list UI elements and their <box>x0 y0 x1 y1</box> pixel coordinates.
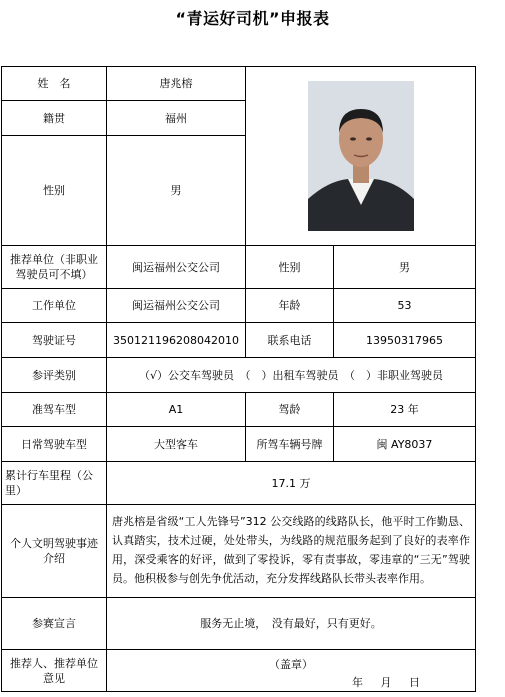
age-label: 年龄 <box>246 289 334 323</box>
origin-label: 籍贯 <box>2 101 107 136</box>
phone-label: 联系电话 <box>246 323 334 358</box>
daily-vehicle-label: 日常驾驶车型 <box>2 427 107 462</box>
photo-cell <box>246 67 476 246</box>
category-label: 参评类别 <box>2 358 107 393</box>
seal-text: （盖章） <box>269 657 313 671</box>
recommender-label: 推荐单位（非职业驾驶员可不填） <box>2 246 107 289</box>
gender2-label: 性别 <box>246 246 334 289</box>
applicant-photo <box>308 81 414 231</box>
name-label: 姓 名 <box>2 67 107 101</box>
gender-value: 男 <box>107 136 246 246</box>
document-title: “青运好司机”申报表 <box>175 9 330 28</box>
daily-vehicle-value: 大型客车 <box>107 427 246 462</box>
plate-label: 所驾车辆号牌 <box>246 427 334 462</box>
mileage-value: 17.1 万 <box>107 462 476 505</box>
declaration-label: 参赛宣言 <box>2 598 107 650</box>
experience-value: 23 年 <box>334 393 476 427</box>
origin-value: 福州 <box>107 101 246 136</box>
vehicle-type-value: A1 <box>107 393 246 427</box>
intro-value: 唐兆榕是省级“工人先锋号”312 公交线路的线路队长，他平时工作勤恳、认真踏实，技术过硬，处处带头，为线路的规范服务起到了良好的表率作用，深受乘客的好评，做到了零投诉，零有责事故，零违章的“三无”驾驶员。他积极参与创先争优活动，充分发挥线路队长带头表率作用。 <box>107 505 476 598</box>
gender2-value: 男 <box>334 246 476 289</box>
age-value: 53 <box>334 289 476 323</box>
application-form-table <box>1 66 476 692</box>
category-value: （√）公交车驾驶员 （ ）出租车驾驶员 （ ）非职业驾驶员 <box>107 358 476 393</box>
recommender-value: 闽运福州公交公司 <box>107 246 246 289</box>
experience-label: 驾龄 <box>246 393 334 427</box>
vehicle-type-label: 准驾车型 <box>2 393 107 427</box>
workunit-value: 闽运福州公交公司 <box>107 289 246 323</box>
workunit-label: 工作单位 <box>2 289 107 323</box>
license-value: 350121196208042010 <box>107 323 246 358</box>
gender-label: 性别 <box>2 136 107 246</box>
intro-label: 个人文明驾驶事迹介绍 <box>2 505 107 598</box>
plate-value: 闽 AY8037 <box>334 427 476 462</box>
opinion-cell <box>107 650 476 692</box>
name-value: 唐兆榕 <box>107 67 246 101</box>
license-label: 驾驶证号 <box>2 323 107 358</box>
declaration-value: 服务无止境， 没有最好，只有更好。 <box>107 598 476 650</box>
date-text: 年 月 日 <box>352 675 420 689</box>
opinion-label: 推荐人、推荐单位意见 <box>2 650 107 692</box>
mileage-label: 累计行车里程（公里） <box>2 462 107 505</box>
phone-value: 13950317965 <box>334 323 476 358</box>
